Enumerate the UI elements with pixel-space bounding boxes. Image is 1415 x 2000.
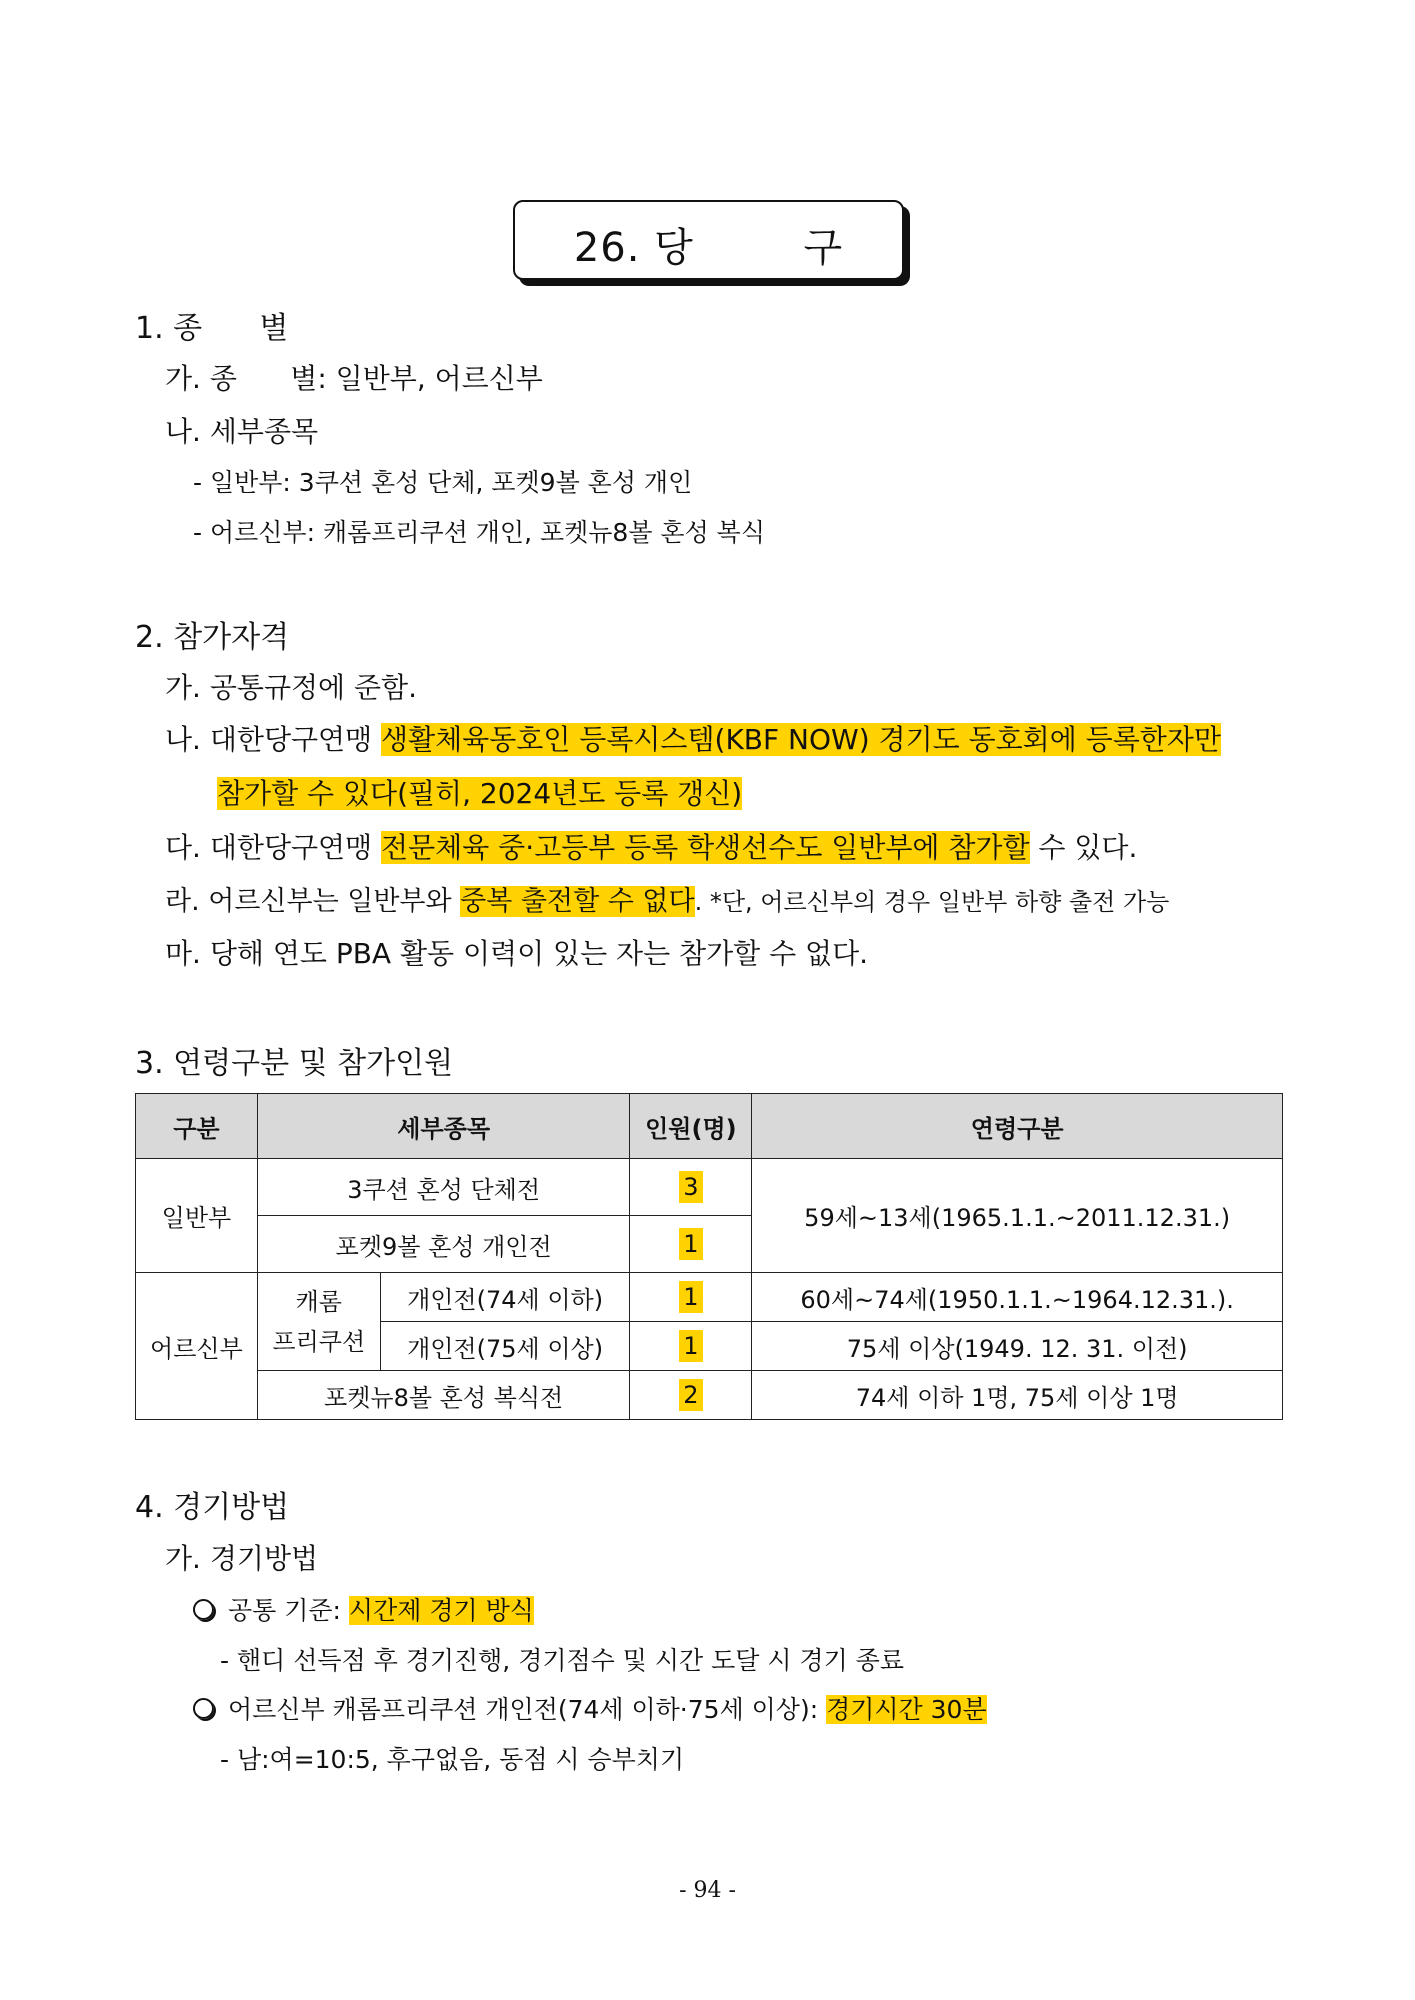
- header-age: 연령구분: [752, 1094, 1283, 1159]
- section-2-item-c-text: 다. 대한당구연맹: [165, 831, 382, 864]
- section-4-point-2: [193, 1690, 987, 1726]
- section-3-heading: 3. 연령구분 및 참가인원: [135, 1046, 454, 1081]
- section-2-item-b-text: 나. 대한당구연맹: [165, 723, 382, 756]
- carom-line-1: 캐롬: [295, 1287, 342, 1316]
- section-1-sub-2: - 어르신부: 캐롬프리쿠션 개인, 포켓뉴8볼 혼성 복식: [193, 518, 765, 547]
- event-cell: 포켓9볼 혼성 개인전: [257, 1216, 630, 1273]
- title-box: [513, 200, 904, 280]
- page-number: - 94 -: [679, 1878, 736, 1903]
- age-cell: 75세 이상(1949. 12. 31. 이전): [752, 1322, 1283, 1371]
- page-title: 26. 당 구: [573, 225, 844, 271]
- group-senior: 어르신부: [136, 1273, 258, 1420]
- highlight: 전문체육 중·고등부 등록 학생선수도 일반부에 참가할: [381, 831, 1030, 864]
- count-cell: [630, 1159, 752, 1216]
- highlight: 참가할 수 있다(필히, 2024년도 등록 갱신): [217, 777, 743, 810]
- section-1-sub-1: - 일반부: 3쿠션 혼성 단체, 포켓9볼 혼성 개인: [193, 468, 693, 497]
- section-2-item-e: 마. 당해 연도 PBA 활동 이력이 있는 자는 참가할 수 없다.: [165, 937, 869, 970]
- table-row: [136, 1159, 1283, 1216]
- section-2-heading: 2. 참가자격: [135, 620, 290, 655]
- age-cell: 60세~74세(1950.1.1.~1964.12.31.).: [752, 1273, 1283, 1322]
- section-2-item-b-cont: [217, 772, 742, 812]
- age-cell: 74세 이하 1명, 75세 이상 1명: [752, 1371, 1283, 1420]
- section-1-item-b: 나. 세부종목: [165, 415, 319, 448]
- count-value: 2: [679, 1379, 702, 1411]
- circle-bullet-icon: [193, 1698, 214, 1719]
- circle-bullet-icon: [193, 1599, 214, 1620]
- count-value: 3: [679, 1171, 702, 1203]
- count-cell: [630, 1273, 752, 1322]
- table-row: [136, 1371, 1283, 1420]
- section-4-point-2-sub: - 남:여=10:5, 후구없음, 동점 시 승부치기: [220, 1745, 685, 1774]
- table-row: [136, 1273, 1283, 1322]
- count-cell: [630, 1216, 752, 1273]
- carom-cell: [257, 1273, 380, 1371]
- highlight: 경기시간 30분: [826, 1695, 987, 1724]
- event-cell: 포켓뉴8볼 혼성 복식전: [257, 1371, 630, 1420]
- event-cell: 3쿠션 혼성 단체전: [257, 1159, 630, 1216]
- point-2-text: 어르신부 캐롬프리쿠션 개인전(74세 이하·75세 이상):: [228, 1695, 827, 1724]
- section-2-item-d-text: 라. 어르신부는 일반부와: [165, 886, 461, 917]
- age-cell: 59세~13세(1965.1.1.~2011.12.31.): [752, 1159, 1283, 1273]
- highlight: 시간제 경기 방식: [348, 1596, 534, 1625]
- event-cell: 개인전(74세 이하): [380, 1273, 630, 1322]
- age-table: [135, 1093, 1283, 1420]
- header-group: 구분: [136, 1094, 258, 1159]
- section-2-item-c: [165, 826, 1137, 866]
- count-value: 1: [679, 1281, 702, 1313]
- section-4-item-a: 가. 경기방법: [165, 1542, 319, 1575]
- group-general: 일반부: [136, 1159, 258, 1273]
- section-2-item-a: 가. 공통규정에 준함.: [165, 671, 417, 704]
- count-cell: [630, 1322, 752, 1371]
- section-4-point-1: [193, 1591, 534, 1627]
- count-cell: [630, 1371, 752, 1420]
- table-header-row: [136, 1094, 1283, 1159]
- highlight: 중복 출전할 수 없다: [460, 886, 695, 917]
- section-2-item-c-tail: 수 있다.: [1029, 831, 1138, 864]
- section-2-item-d: [165, 879, 1169, 918]
- header-count: 인원(명): [630, 1094, 752, 1159]
- section-2-item-d-tail: . *단, 어르신부의 경우 일반부 하향 출전 가능: [694, 888, 1170, 916]
- header-event: 세부종목: [257, 1094, 630, 1159]
- carom-line-2: 프리쿠션: [272, 1327, 366, 1356]
- highlight: 생활체육동호인 등록시스템(KBF NOW) 경기도 동호회에 등록한자만: [381, 723, 1221, 756]
- section-1-item-a: 가. 종 별: 일반부, 어르신부: [165, 362, 543, 395]
- event-cell: 개인전(75세 이상): [380, 1322, 630, 1371]
- section-4-point-1-sub: - 핸디 선득점 후 경기진행, 경기점수 및 시간 도달 시 경기 종료: [220, 1646, 904, 1675]
- section-1-heading: 1. 종 별: [135, 311, 289, 346]
- section-4-heading: 4. 경기방법: [135, 1490, 290, 1525]
- count-value: 1: [679, 1228, 702, 1260]
- section-2-item-b: [165, 718, 1221, 758]
- point-1-text: 공통 기준:: [228, 1596, 349, 1625]
- count-value: 1: [679, 1330, 702, 1362]
